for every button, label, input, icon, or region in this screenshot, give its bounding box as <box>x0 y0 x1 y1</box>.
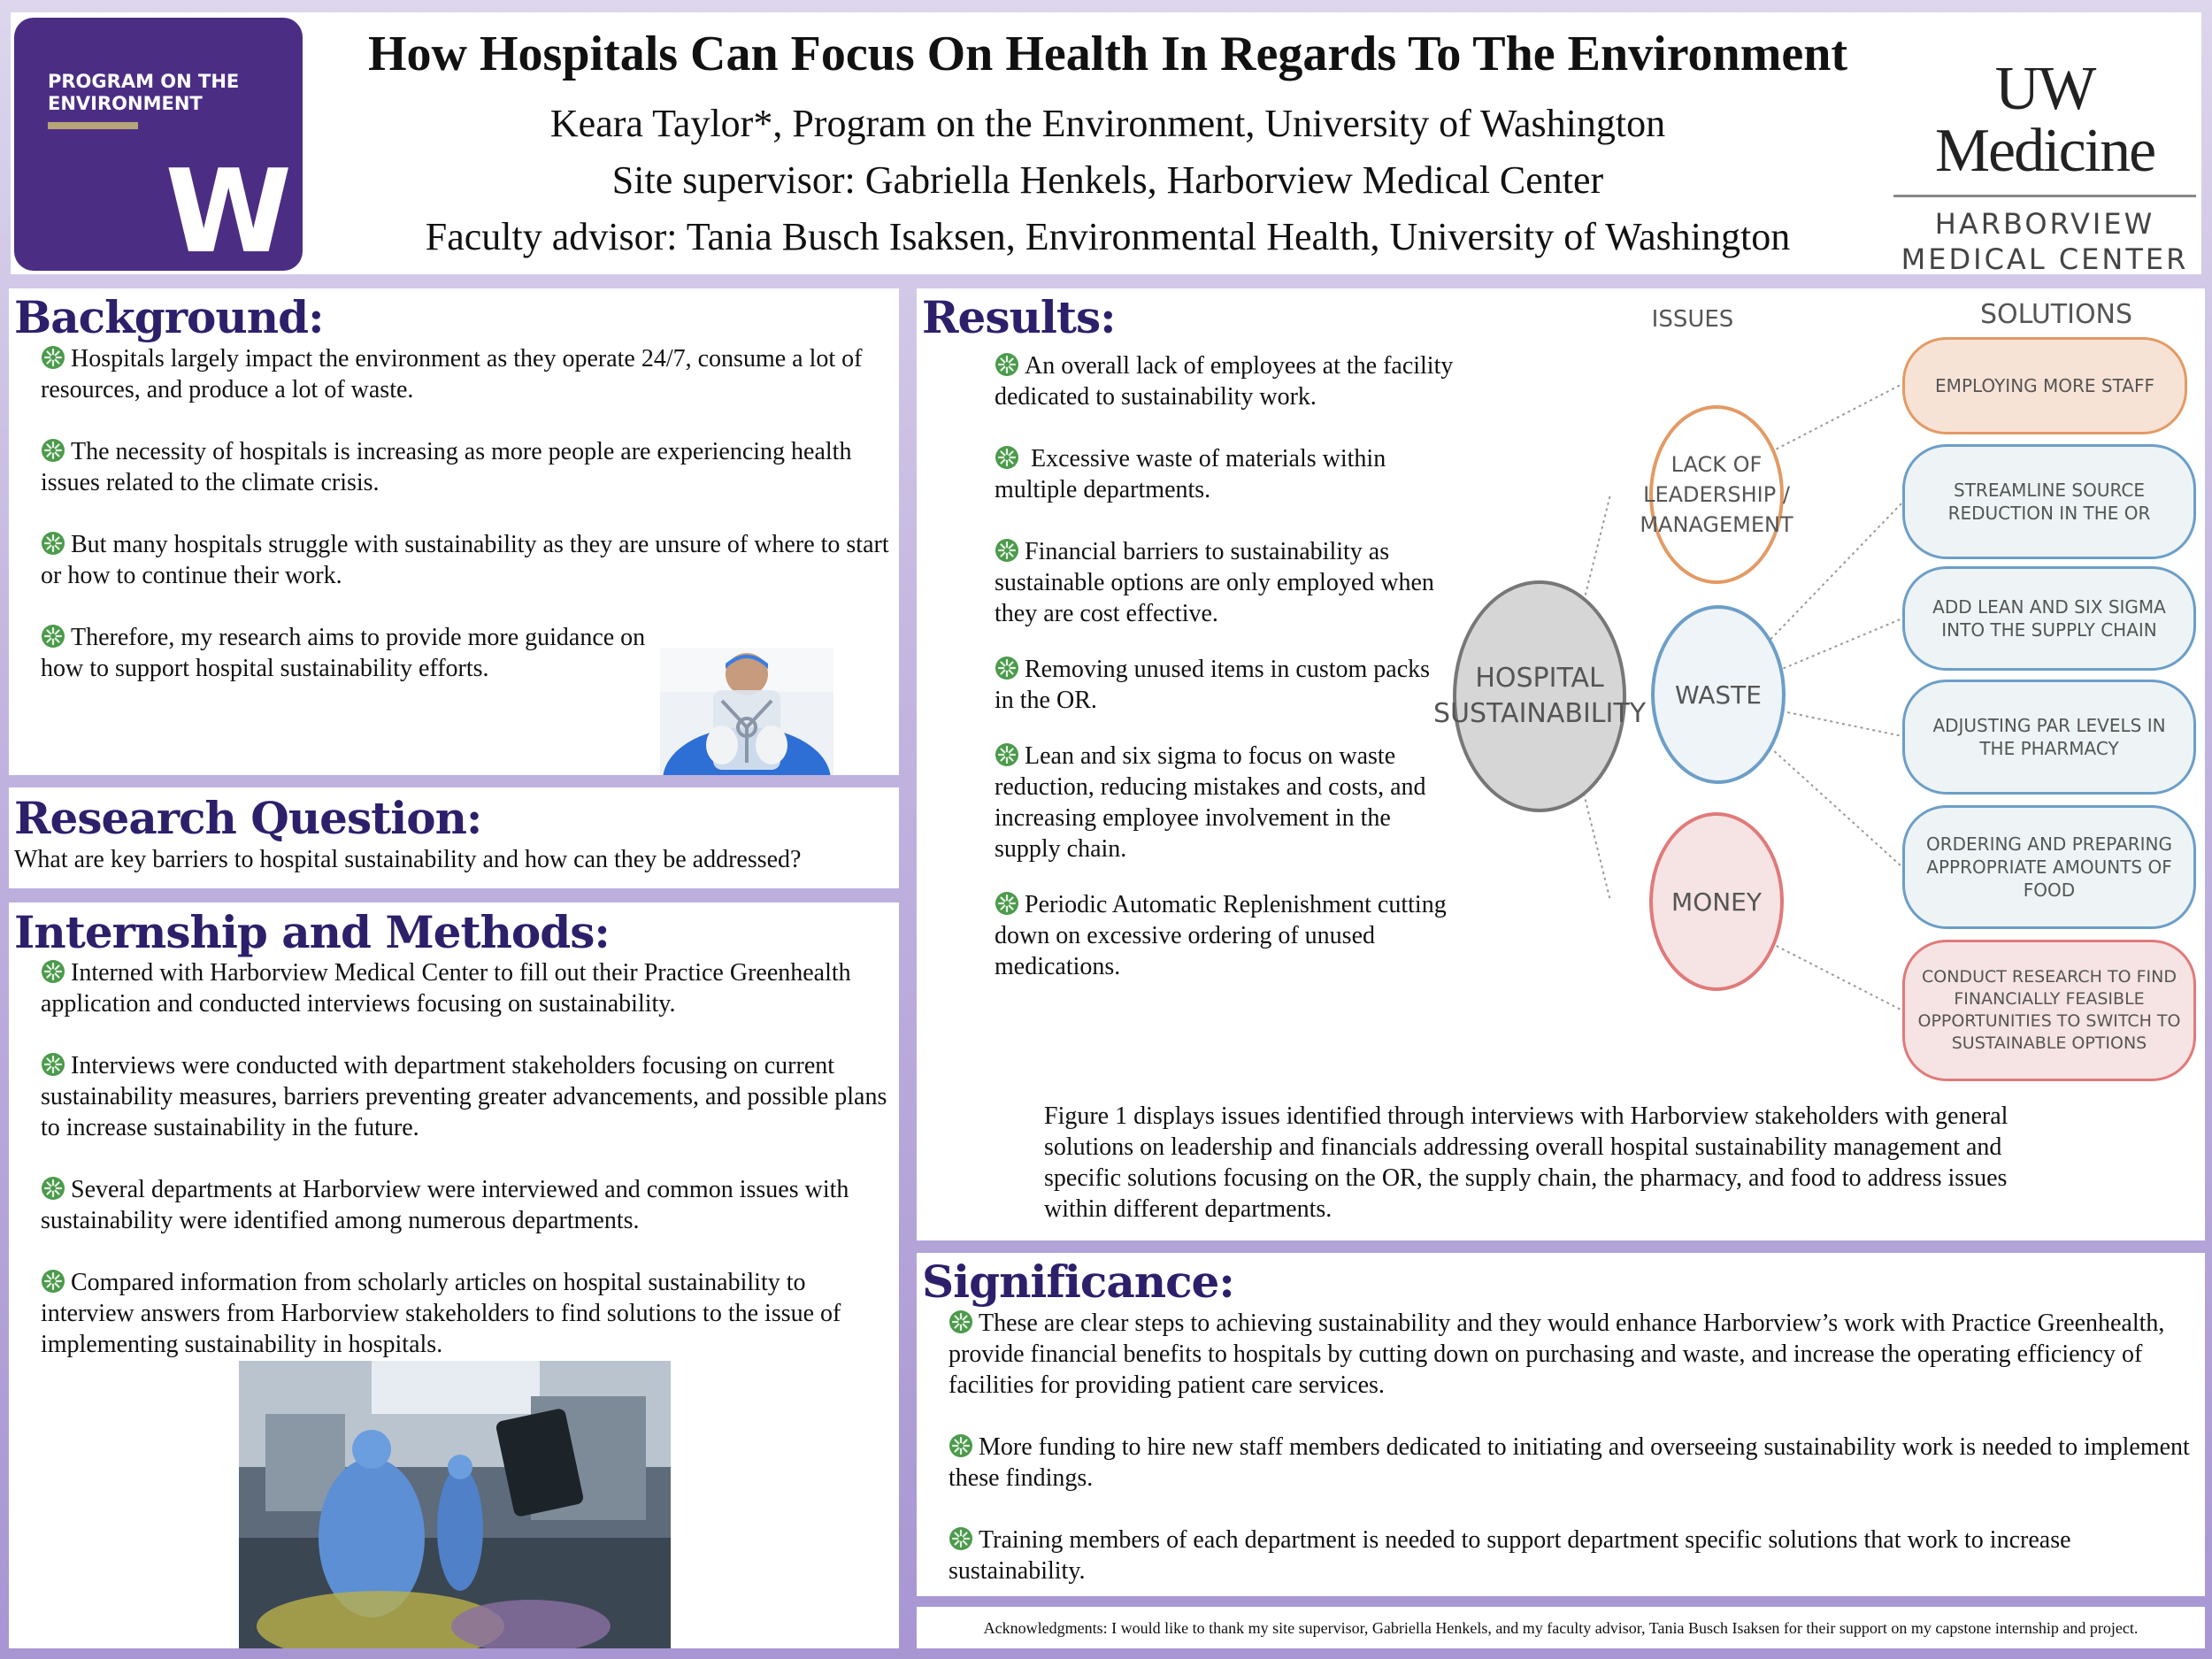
background-item-text: Hospitals largely impact the environment as they operate 24/7, consume a lot of resources, and produce a lot of waste. <box>41 345 863 403</box>
solution-node: ORDERING AND PREPARING APPROPRIATE AMOUNTS OF FOOD <box>1902 805 2196 929</box>
significance-panel <box>917 1253 2205 1596</box>
solution-node: ADJUSTING PAR LEVELS IN THE PHARMACY <box>1902 680 2196 795</box>
advisor-line: Faculty advisor: Tania Busch Isaksen, Environmental Health, University of Washington <box>425 215 1791 258</box>
research-question-panel <box>9 787 899 888</box>
leaf-bullet-icon <box>995 352 1019 377</box>
background-item-text: The necessity of hospitals is increasing as more people are experiencing health issues related to the climate crisis. <box>41 438 852 496</box>
results-list <box>995 350 1455 1013</box>
results-panel <box>917 288 2205 1240</box>
logo-text-line1: PROGRAM ON THE <box>48 71 240 92</box>
methods-item-text: Interned with Harborview Medical Center to fill out their Practice Greenhealth application and conducted interviews focusing on sustainability. <box>41 959 851 1018</box>
leaf-bullet-icon <box>41 345 65 370</box>
leaf-bullet-icon <box>41 531 65 556</box>
methods-panel <box>9 902 899 1648</box>
leaf-bullet-icon <box>41 1269 65 1294</box>
list-item <box>41 1267 895 1360</box>
leaf-bullet-icon <box>41 624 65 649</box>
leaf-bullet-icon <box>949 1526 973 1551</box>
research-question-text: What are key barriers to hospital sustainability and how can they be addressed? <box>14 846 802 873</box>
background-item-text: Therefore, my research aims to provide more guidance on how to support hospital sustainability efforts. <box>41 624 646 682</box>
solution-node: EMPLOYING MORE STAFF <box>1902 337 2187 434</box>
list-item <box>995 536 1455 629</box>
list-item <box>41 529 899 591</box>
uw-w-mark: W <box>165 144 292 274</box>
list-item <box>995 741 1455 864</box>
methods-heading: Internship and Methods: <box>14 906 610 958</box>
results-item-text: Periodic Automatic Replenishment cutting down on excessive ordering of unused medications. <box>995 891 1447 980</box>
list-item <box>995 889 1455 982</box>
leaf-bullet-icon <box>41 959 65 984</box>
leaf-bullet-icon <box>995 891 1019 916</box>
list-item <box>41 343 899 405</box>
leaf-bullet-icon <box>995 742 1019 767</box>
background-panel <box>9 288 899 775</box>
harborview-wordmark <box>1890 206 2200 274</box>
list-item <box>995 350 1455 412</box>
background-heading: Background: <box>14 291 324 343</box>
list-item <box>41 1174 895 1236</box>
issue-leadership-node: LACK OF LEADERSHIP / MANAGEMENT <box>1649 405 1784 584</box>
list-item <box>995 443 1455 505</box>
harborview-line2: MEDICAL CENTER <box>1901 242 2189 274</box>
issues-label: ISSUES <box>1651 306 1734 333</box>
uw-medicine-wordmark: UW Medicine <box>1934 55 2155 185</box>
figure-caption: Figure 1 displays issues identified through interviews with Harborview stakeholders with general solutions on leadership and financials addressing overall hospital sustainability management and specific solutions focusing on the OR, the supply chain, the pharmacy, and food to address issues within different departments. <box>1044 1102 2008 1223</box>
results-item-text: Excessive waste of materials within multiple departments. <box>995 445 1386 503</box>
poster-title: How Hospitals Can Focus On Health In Regards To The Environment <box>367 27 1847 81</box>
list-item <box>41 957 895 1019</box>
logo-text-line2: ENVIRONMENT <box>48 93 203 114</box>
poster-header <box>11 12 2201 274</box>
significance-item-text: Training members of each department is needed to support department specific solutions that work to increase sustainability. <box>949 1526 2071 1585</box>
significance-heading: Significance: <box>922 1256 1234 1308</box>
results-item-text: Financial barriers to sustainability as sustainable options are only employed when they are cost effective. <box>995 538 1434 627</box>
program-on-environment-logo <box>14 18 303 274</box>
methods-item-text: Compared information from scholarly articles on hospital sustainability to interview answers from Harborview stakeholders to find solutions to the issue of implementing sustainability in hospitals. <box>41 1269 841 1358</box>
uw-medicine-logo <box>1890 55 2200 274</box>
list-item <box>949 1308 2205 1401</box>
leaf-bullet-icon <box>41 1052 65 1077</box>
leaf-bullet-icon <box>995 445 1019 470</box>
results-item-text: Lean and six sigma to focus on waste reduction, reducing mistakes and costs, and increasing employee involvement in the supply chain. <box>995 742 1426 863</box>
results-item-text: An overall lack of employees at the facility dedicated to sustainability work. <box>995 352 1454 411</box>
results-item-text: Removing unused items in custom packs in the OR. <box>995 656 1431 714</box>
leaf-bullet-icon <box>41 1176 65 1201</box>
surgical-robot-photo <box>660 648 833 775</box>
author-line: Keara Taylor*, Program on the Environment, University of Washington <box>549 102 1666 145</box>
supervisor-line: Site supervisor: Gabriella Henkels, Harborview Medical Center <box>611 158 1604 202</box>
acknowledgments-text: Acknowledgments: I would like to thank my site supervisor, Gabriella Henkels, and my faculty advisor, Tania Busch Isaksen for their support on my capstone internship and project. <box>983 1618 2139 1637</box>
background-item-text: But many hospitals struggle with sustainability as they are unsure of where to start or how to continue their work. <box>41 531 889 589</box>
methods-item-text: Several departments at Harborview were interviewed and common issues with sustainability were identified among numerous departments. <box>41 1176 849 1234</box>
results-heading: Results: <box>922 291 1116 343</box>
list-item <box>41 622 678 684</box>
list-item <box>995 654 1455 716</box>
leaf-bullet-icon <box>949 1310 973 1334</box>
list-item <box>41 1050 895 1143</box>
leaf-bullet-icon <box>949 1433 973 1458</box>
list-item <box>949 1525 2205 1586</box>
solution-node: STREAMLINE SOURCE REDUCTION IN THE OR <box>1902 444 2196 559</box>
issue-money-node: MONEY <box>1649 812 1784 991</box>
logo-gold-bar <box>48 122 138 129</box>
solution-node: ADD LEAN AND SIX SIGMA INTO THE SUPPLY CHAIN <box>1902 566 2196 671</box>
research-question-heading: Research Question: <box>14 792 482 844</box>
methods-list <box>41 957 895 1391</box>
leaf-bullet-icon <box>995 656 1019 680</box>
solutions-label: SOLUTIONS <box>1979 298 2133 330</box>
significance-item-text: These are clear steps to achieving sustainability and they would enhance Harborview’s work with Practice Greenhealth, provide financial benefits to hospitals by cutting down on purchasing and waste, and increase the operating efficiency of facilities for providing patient care services. <box>949 1310 2165 1399</box>
list-item <box>41 436 899 498</box>
methods-item-text: Interviews were conducted with department stakeholders focusing on current sustainability measures, barriers preventing greater advancements, and possible plans to increase sustainability in the future. <box>41 1052 887 1141</box>
issues-solutions-diagram <box>1433 288 2205 1085</box>
harborview-line1: HARBORVIEW <box>1934 207 2155 241</box>
solution-node: CONDUCT RESEARCH TO FIND FINANCIALLY FEASIBLE OPPORTUNITIES TO SWITCH TO SUSTAINABLE OPTIONS <box>1902 940 2196 1081</box>
acknowledgments-panel <box>917 1607 2205 1648</box>
leaf-bullet-icon <box>995 538 1019 563</box>
operating-room-photo <box>239 1361 671 1648</box>
list-item <box>949 1432 2205 1494</box>
significance-item-text: More funding to hire new staff members dedicated to initiating and overseeing sustainability work is needed to implement these findings. <box>949 1433 2190 1492</box>
leaf-bullet-icon <box>41 438 65 463</box>
hospital-sustainability-node: HOSPITAL SUSTAINABILITY <box>1453 580 1626 812</box>
issue-waste-node: WASTE <box>1651 605 1786 784</box>
significance-list <box>949 1308 2205 1596</box>
logo-divider <box>1893 195 2196 197</box>
